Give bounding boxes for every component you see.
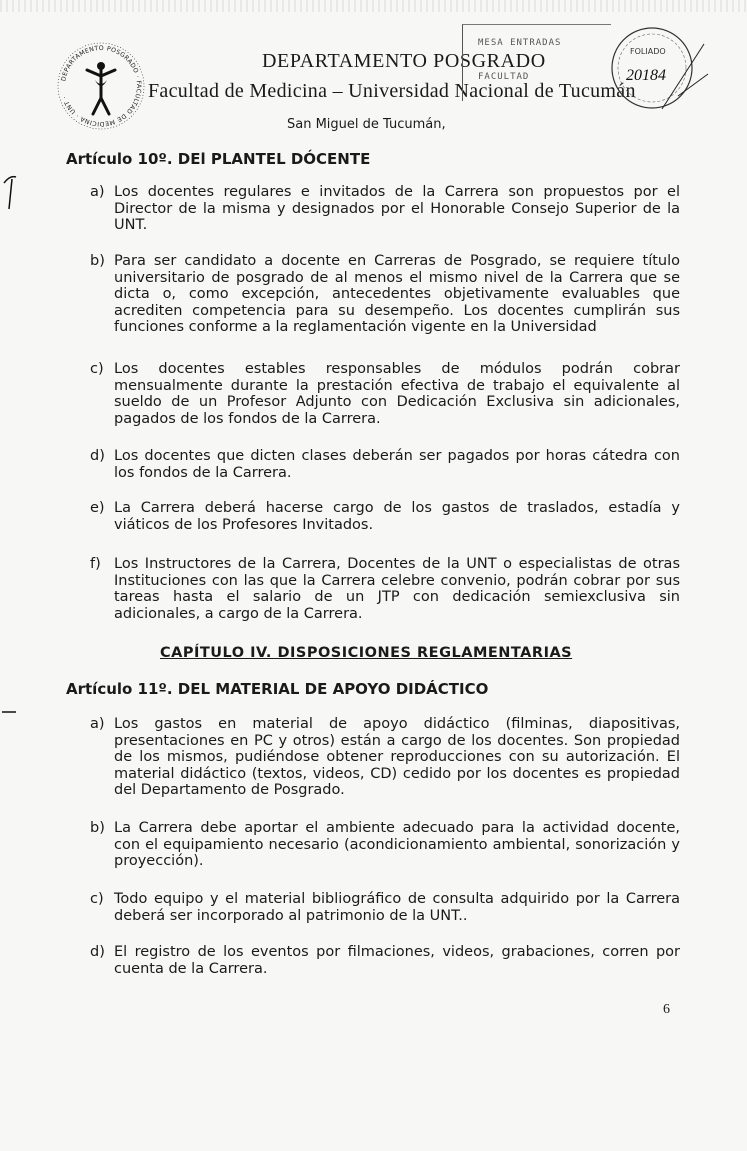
stamp-line-2: FACULTAD bbox=[478, 72, 530, 82]
svg-text:DEPARTAMENTO POSGRADO · FACULT: DEPARTAMENTO POSGRADO · FACULTAD DE MEDICINA · UNT · bbox=[60, 44, 143, 128]
margin-mark-bottom bbox=[0, 700, 20, 720]
faculty-logo bbox=[55, 40, 147, 132]
margin-mark-top bbox=[0, 165, 20, 215]
svg-text:20184: 20184 bbox=[626, 67, 666, 84]
entry-stamp bbox=[462, 24, 611, 101]
article-10-item-f: f) Los Instructores de la Carrera, Docentes de la UNT o especialistas de otras Instituciones con las que la Carrera celebre convenio, podrán cobrar por sus tareas hasta el salario de un JTP con dedicación semiexclusiva sin adicionales, a cargo de la Carrera. bbox=[90, 556, 680, 622]
chapter-heading: CAPÍTULO IV. DISPOSICIONES REGLAMENTARIAS bbox=[160, 645, 573, 661]
page-number: 6 bbox=[663, 1002, 670, 1017]
article-10-item-a: a) Los docentes regulares e invitados de la Carrera son propuestos por el Director de la misma y designados por el Honorable Consejo Superior de la UNT. bbox=[90, 184, 680, 233]
stamp-line-1: MESA ENTRADAS bbox=[478, 38, 562, 48]
article-11-item-c: c) Todo equipo y el material bibliográfico de consulta adquirido por la Carrera deberá ser incorporado al patrimonio de la UNT.. bbox=[90, 891, 680, 924]
article-11-item-d: d) El registro de los eventos por filmaciones, videos, grabaciones, corren por cuenta de la Carrera. bbox=[90, 944, 680, 977]
article-10-item-b: b) Para ser candidato a docente en Carreras de Posgrado, se requiere título universitario de posgrado de al menos el mismo nivel de la Carrera que se dicta o, como excepción, antecedentes objetivamente evaluables que acrediten competencia para su desempeño. Los docentes cumplirán sus funciones conforme a la reglamentación vigente en la Universidad bbox=[90, 253, 680, 335]
article-10-item-d: d) Los docentes que dicten clases deberán ser pagados por horas cátedra con los fondos de la Carrera. bbox=[90, 448, 680, 481]
city-line: San Miguel de Tucumán, bbox=[287, 117, 446, 132]
scan-noise bbox=[0, 0, 747, 12]
article-10-heading: Artículo 10º. DEl PLANTEL DÓCENTE bbox=[66, 150, 371, 168]
department-title: DEPARTAMENTO POSGRADO bbox=[262, 50, 546, 72]
article-11-item-a: a) Los gastos en material de apoyo didáctico (filminas, diapositivas, presentaciones en PC y otros) están a cargo de los docentes. Son propiedad de los mismos, pudiéndose obtener reproducciones con su autorización. El material didáctico (textos, videos, CD) cedido por los docentes es propiedad del Departamento de Posgrado. bbox=[90, 716, 680, 798]
article-10-item-e: e) La Carrera deberá hacerse cargo de los gastos de traslados, estadía y viáticos de los Profesores Invitados. bbox=[90, 500, 680, 533]
folio-seal bbox=[600, 14, 710, 114]
article-10-item-c: c) Los docentes estables responsables de módulos podrán cobrar mensualmente durante la prestación efectiva de trabajo el equivalente al sueldo de un Profesor Adjunto con Dedicación Exclusiva sin adicionales, pagados de los fondos de la Carrera. bbox=[90, 361, 680, 427]
svg-text:FOLIADO: FOLIADO bbox=[630, 47, 666, 56]
article-11-heading: Artículo 11º. DEL MATERIAL DE APOYO DIDÁCTICO bbox=[66, 680, 489, 698]
faculty-line: Facultad de Medicina – Universidad Nacional de Tucumán bbox=[148, 80, 636, 102]
article-11-item-b: b) La Carrera debe aportar el ambiente adecuado para la actividad docente, con el equipamiento necesario (acondicionamiento ambiental, sonorización y proyección). bbox=[90, 820, 680, 869]
